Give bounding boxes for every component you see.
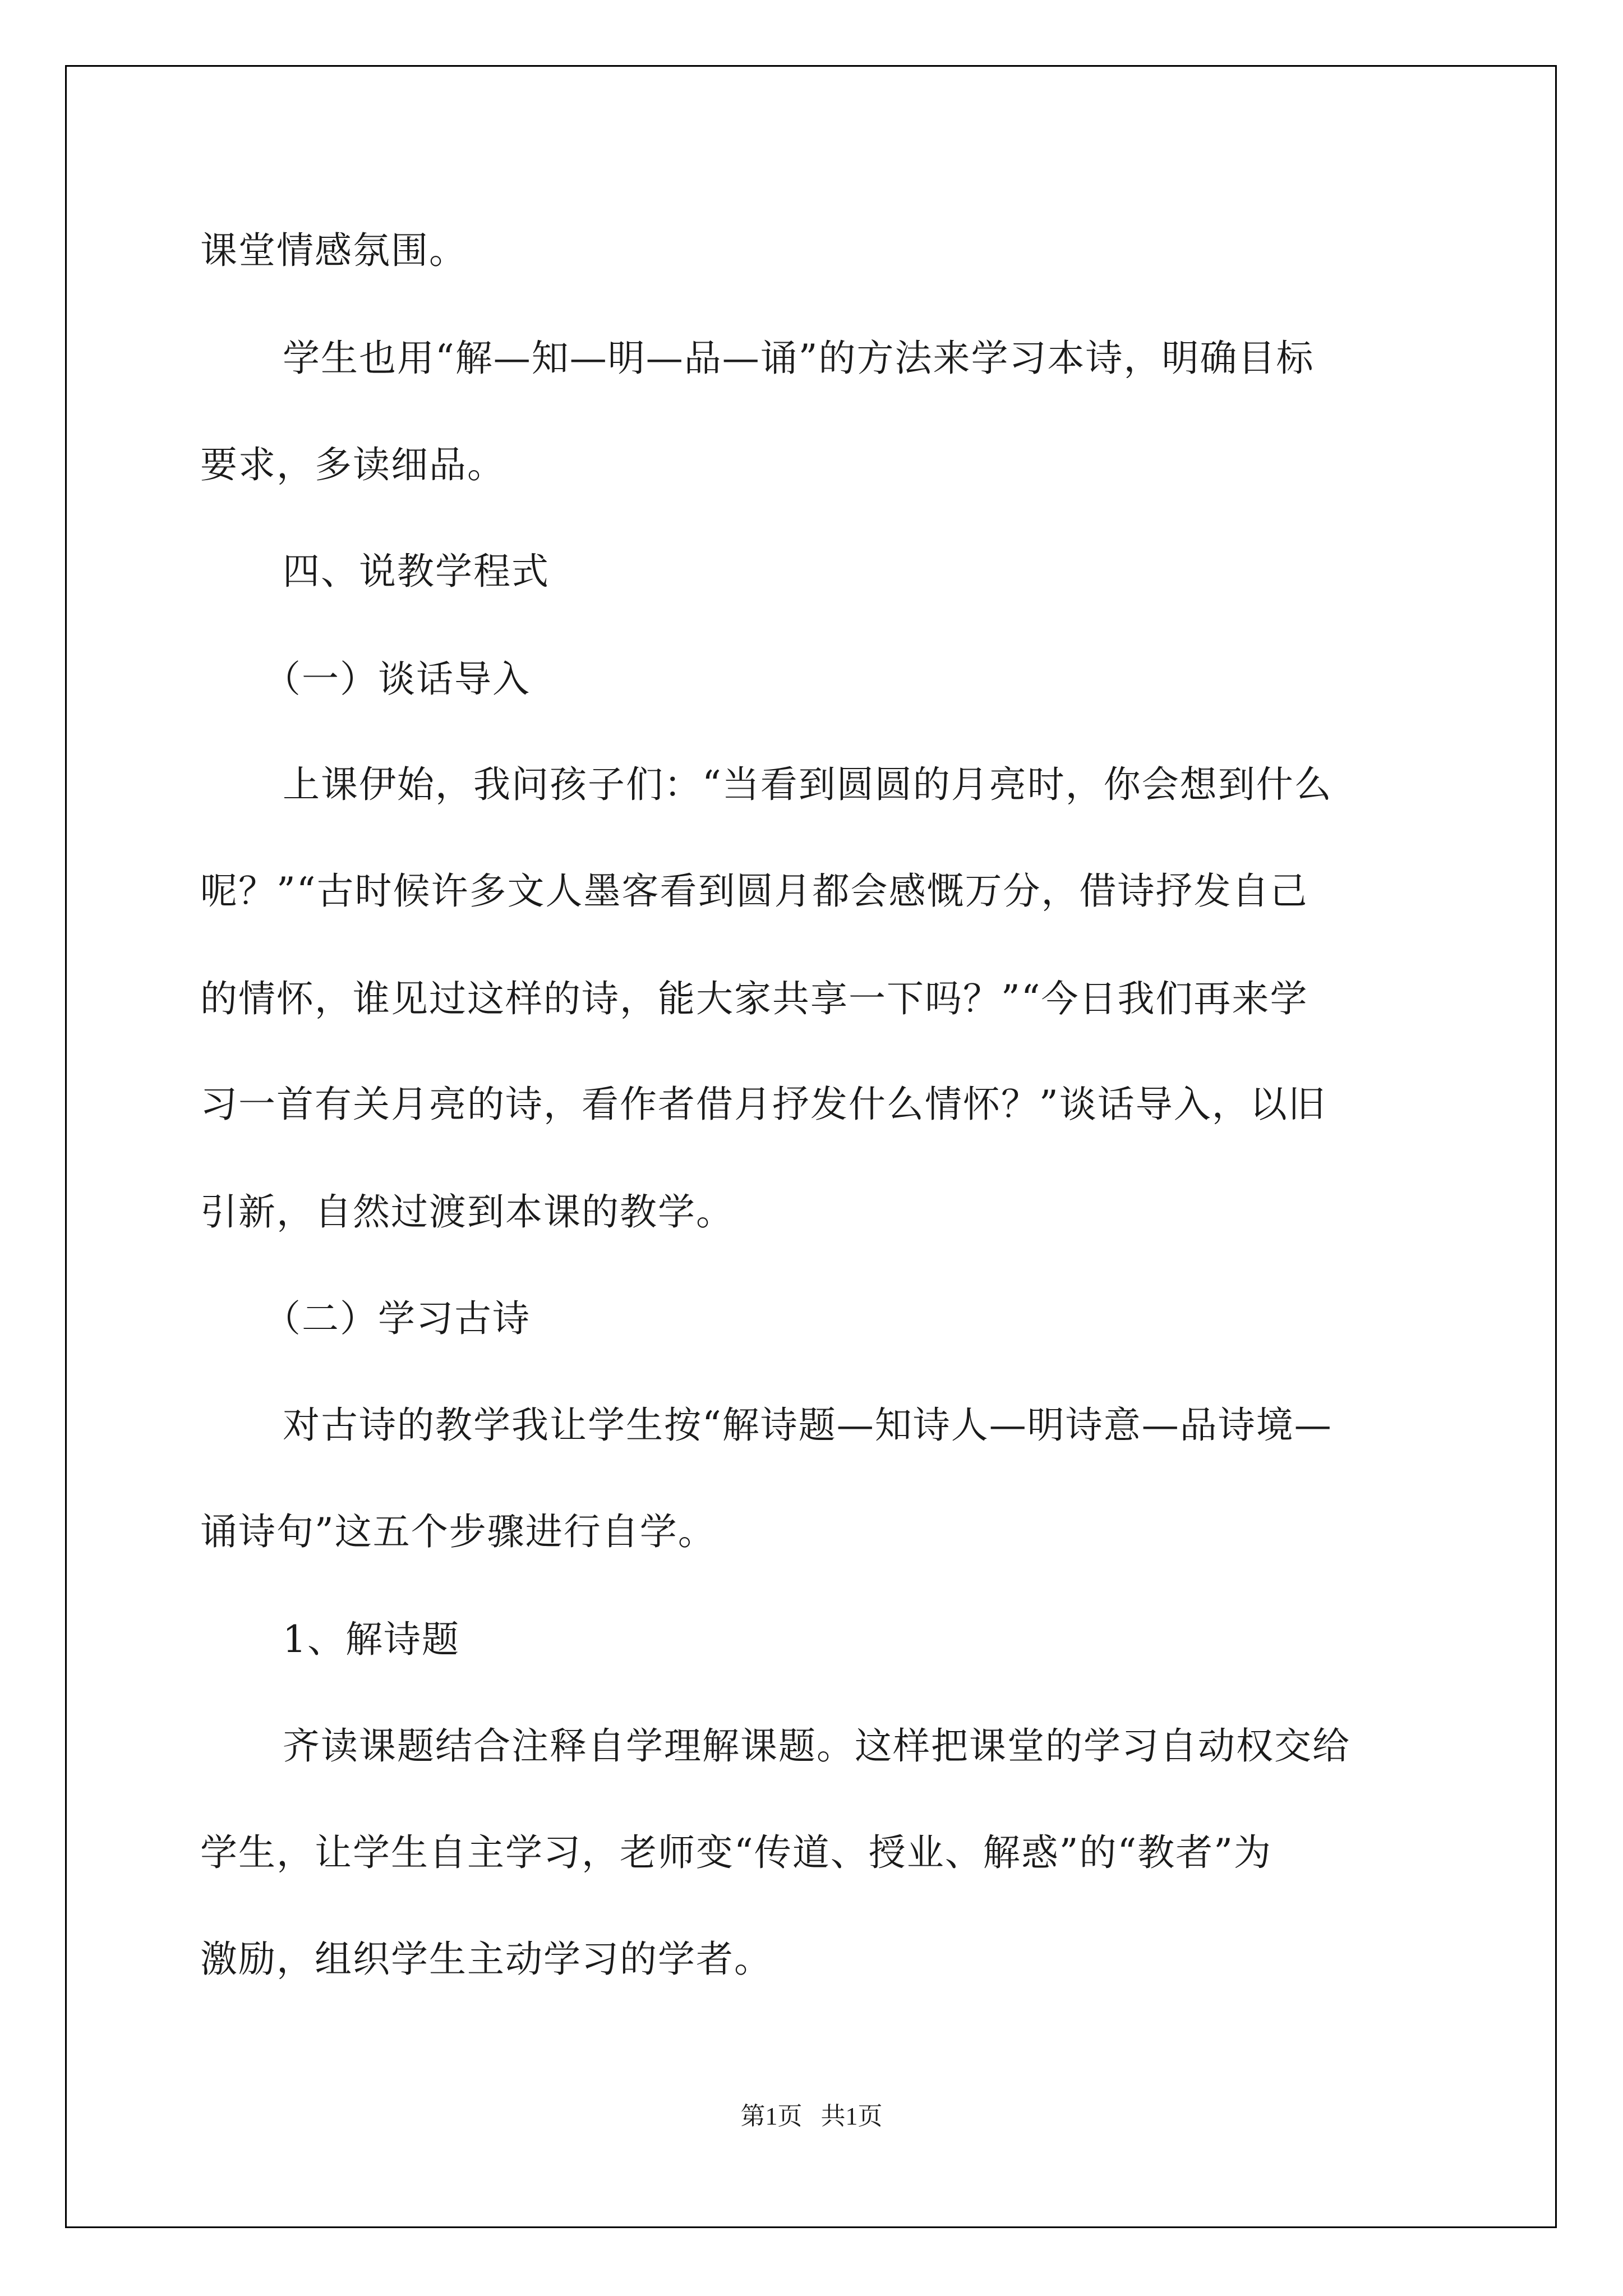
paragraph-line: 齐读课题结合注释自学理解课题。这样把课堂的学习自动权交给: [283, 1724, 1350, 1768]
body-line: 呢？”“古时候许多文人墨客看到圆月都会感慨万分，借诗抒发自己: [200, 869, 1308, 913]
body-line: 激励，组织学生主动学习的学者。: [200, 1938, 772, 1981]
subsection-heading: （二）学习古诗: [264, 1297, 531, 1340]
body-line: 课堂情感氛围。: [200, 229, 467, 272]
paragraph-line: 对古诗的教学我让学生按“解诗题—知诗人—明诗意—品诗境—: [283, 1404, 1332, 1447]
subsection-heading: （一）谈话导入: [264, 657, 531, 701]
body-line: 的情怀，谁见过这样的诗，能大家共享一下吗？”“今日我们再来学: [200, 977, 1308, 1020]
body-line: 引新，自然过渡到本课的教学。: [200, 1190, 734, 1234]
page-footer: 第1页 共1页: [740, 2102, 883, 2130]
body-line: 习一首有关月亮的诗，看作者借月抒发什么情怀？”谈话导入，以旧: [200, 1083, 1326, 1126]
page-border: [65, 65, 1557, 2228]
paragraph-line: 学生也用“解—知—明—品—诵”的方法来学习本诗，明确目标: [283, 337, 1315, 380]
item-heading: 1、解诗题: [283, 1618, 460, 1661]
body-line: 学生，让学生自主学习，老师变“传道、授业、解惑”的“教者”为: [200, 1831, 1272, 1874]
paragraph-line: 上课伊始，我问孩子们：“当看到圆圆的月亮时，你会想到什么: [283, 763, 1332, 806]
body-line: 诵诗句”这五个步骤进行自学。: [200, 1510, 716, 1553]
section-heading: 四、说教学程式: [283, 550, 550, 593]
body-line: 要求，多读细品。: [200, 443, 505, 486]
